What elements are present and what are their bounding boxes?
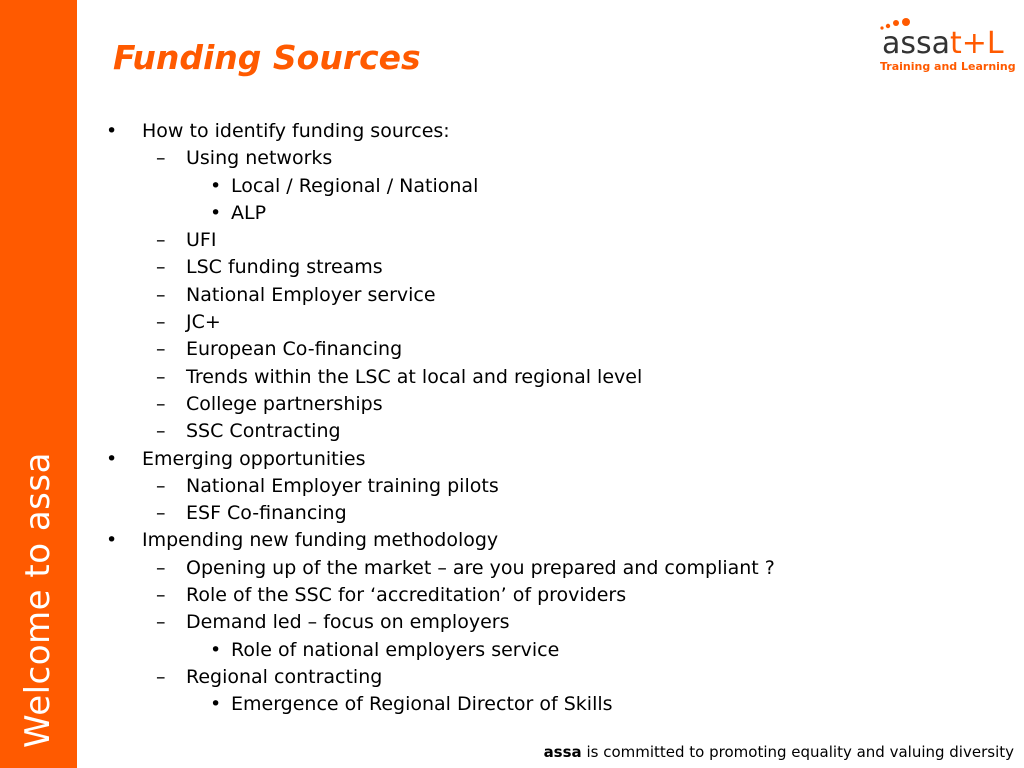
sidebar-band [0, 0, 77, 768]
list-item [100, 282, 1010, 309]
bullet-marker: • [106, 447, 118, 470]
list-item-text: College partnerships [186, 392, 383, 415]
list-item-text: Local / Regional / National [231, 174, 479, 197]
dash-marker: – [156, 256, 166, 279]
logo-subtitle: Training and Learning [880, 60, 1016, 73]
list-item [100, 637, 1010, 664]
dash-marker: – [156, 584, 166, 607]
list-item [100, 609, 1010, 636]
dash-marker: – [156, 229, 166, 252]
list-item-text: How to identify funding sources: [142, 120, 450, 142]
dash-marker: – [156, 502, 166, 525]
list-item [100, 446, 1010, 473]
list-item [100, 364, 1010, 391]
logo-name-base: assa [882, 26, 951, 61]
list-item [100, 500, 1010, 527]
list-item [100, 227, 1010, 254]
list-item-text: National Employer training pilots [186, 474, 499, 497]
list-item-text: ESF Co-financing [186, 502, 347, 525]
list-item-text: Emerging opportunities [142, 447, 366, 470]
sidebar-welcome-text: Welcome to assa [18, 452, 58, 748]
footer-statement [544, 743, 1014, 761]
list-item [100, 527, 1010, 554]
slide-title: Funding Sources [113, 38, 421, 77]
list-item-text: Using networks [186, 147, 333, 170]
list-item [100, 555, 1010, 582]
list-item-text: Impending new funding methodology [142, 529, 499, 552]
dash-marker: – [156, 420, 166, 443]
list-item [100, 582, 1010, 609]
list-item-text: Trends within the LSC at local and regional level [186, 365, 643, 388]
list-item [100, 473, 1010, 500]
list-item [100, 145, 1010, 172]
dash-marker: – [156, 338, 166, 361]
bullet-marker: • [106, 529, 118, 552]
list-item-text: UFI [186, 229, 217, 252]
dash-marker: – [156, 556, 166, 579]
list-item-text: LSC funding streams [186, 256, 383, 279]
list-item [100, 173, 1010, 200]
list-item [100, 336, 1010, 363]
list-item [100, 691, 1010, 718]
footer-brand: assa [543, 743, 582, 761]
dash-marker: – [156, 365, 166, 388]
logo-wordmark [882, 24, 1004, 64]
dash-marker: – [156, 474, 166, 497]
list-item [100, 200, 1010, 227]
list-item-text: European Co-financing [186, 338, 403, 361]
list-item [100, 309, 1010, 336]
dash-marker: – [156, 283, 166, 306]
dash-marker: – [156, 311, 166, 334]
list-item-text: Emergence of Regional Director of Skills [231, 693, 613, 716]
bullet-marker: • [210, 201, 222, 224]
dash-marker: – [156, 392, 166, 415]
assa-logo [874, 14, 1014, 76]
dash-marker: – [156, 665, 166, 688]
list-item [100, 118, 1010, 145]
list-item-text: Regional contracting [186, 665, 383, 688]
list-item [100, 254, 1010, 281]
dash-marker: – [156, 611, 166, 634]
bullet-marker: • [106, 120, 118, 142]
list-item-text: Role of national employers service [231, 638, 560, 661]
footer-text: is committed to promoting equality and valuing diversity [581, 743, 1014, 761]
bullet-marker: • [210, 638, 222, 661]
list-item [100, 664, 1010, 691]
bullet-list [100, 118, 1010, 719]
list-item [100, 418, 1010, 445]
list-item [100, 391, 1010, 418]
bullet-marker: • [210, 693, 222, 716]
list-item-text: National Employer service [186, 283, 436, 306]
list-item-text: ALP [231, 201, 267, 224]
list-item-text: JC+ [186, 311, 221, 334]
list-item-text: Role of the SSC for ‘accreditation’ of providers [186, 584, 627, 607]
list-item-text: SSC Contracting [186, 420, 341, 443]
list-item-text: Demand led – focus on employers [186, 611, 510, 634]
list-item-text: Opening up of the market – are you prepared and compliant ? [186, 556, 775, 579]
logo-name-accent: t+L [950, 26, 1004, 61]
dash-marker: – [156, 147, 166, 170]
bullet-marker: • [210, 174, 222, 197]
